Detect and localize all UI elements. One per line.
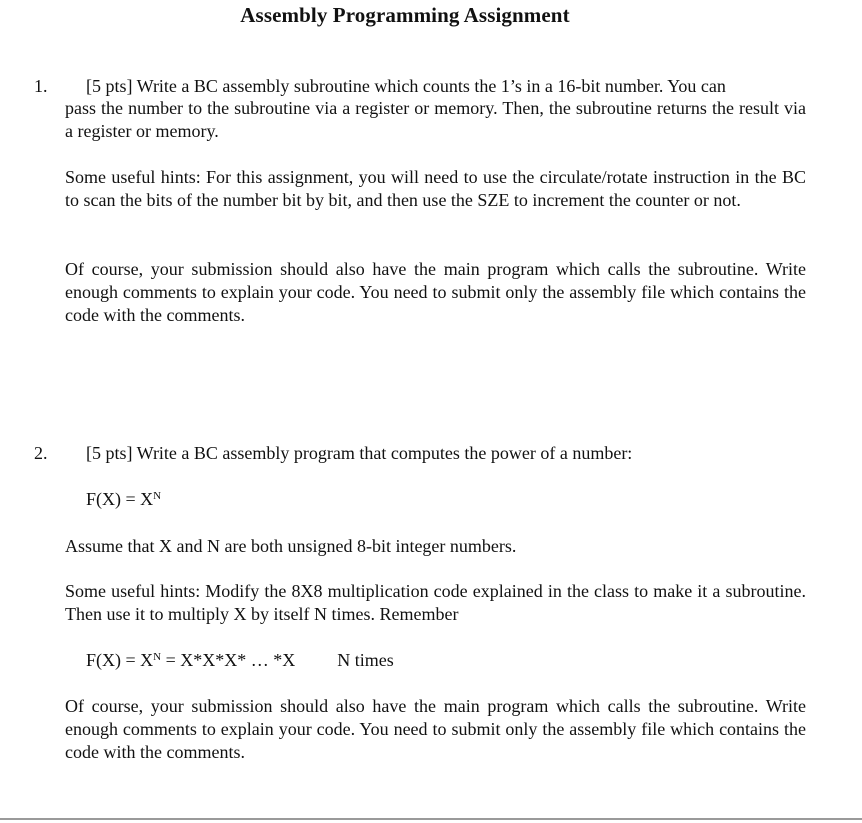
question-1-hints: Some useful hints: For this assignment, you will need to use the circulate/rotate instruction in the BC to scan the bits of the number bit by bit, and then use the SZE to increment the counter or not. xyxy=(65,167,806,210)
question-2-closing: Of course, your submission should also have the main program which calls the subroutine. Write enough comments to explain your code. You need to submit only the assembly file which contains the code with the comments. xyxy=(65,696,806,762)
question-2-formula xyxy=(86,489,161,510)
question-2-intro: [5 pts] Write a BC assembly program that computes the power of a number: xyxy=(86,443,633,463)
expansion-note: N times xyxy=(337,650,394,670)
question-2-assumption: Assume that X and N are both unsigned 8-bit integer numbers. xyxy=(65,536,517,556)
expansion-rhs: = X*X*X* … *X xyxy=(161,650,296,670)
expansion-exponent: N xyxy=(153,651,162,663)
question-1-intro-continuation: pass the number to the subroutine via a register or memory. Then, the subroutine returns the result via a register or memory. xyxy=(65,98,806,141)
formula-exponent: N xyxy=(153,490,162,502)
question-1-closing: Of course, your submission should also have the main program which calls the subroutine. Write enough comments to explain your code. You need to submit only the assembly file which contains the code with the comments. xyxy=(65,259,806,325)
page-bottom-divider xyxy=(0,818,862,820)
page-title: Assembly Programming Assignment xyxy=(240,3,570,27)
formula-lhs: F(X) = X xyxy=(86,489,154,509)
question-2-expansion xyxy=(86,650,394,671)
expansion-lhs: F(X) = X xyxy=(86,650,154,670)
question-2-number: 2. xyxy=(34,443,48,463)
question-2-hints: Some useful hints: Modify the 8X8 multiplication code explained in the class to make it a subroutine. Then use it to multiply X by itself N times. Remember xyxy=(65,581,806,624)
question-1-number: 1. xyxy=(34,76,48,96)
question-1-intro-first-line: [5 pts] Write a BC assembly subroutine which counts the 1’s in a 16-bit number. You can xyxy=(86,76,726,96)
